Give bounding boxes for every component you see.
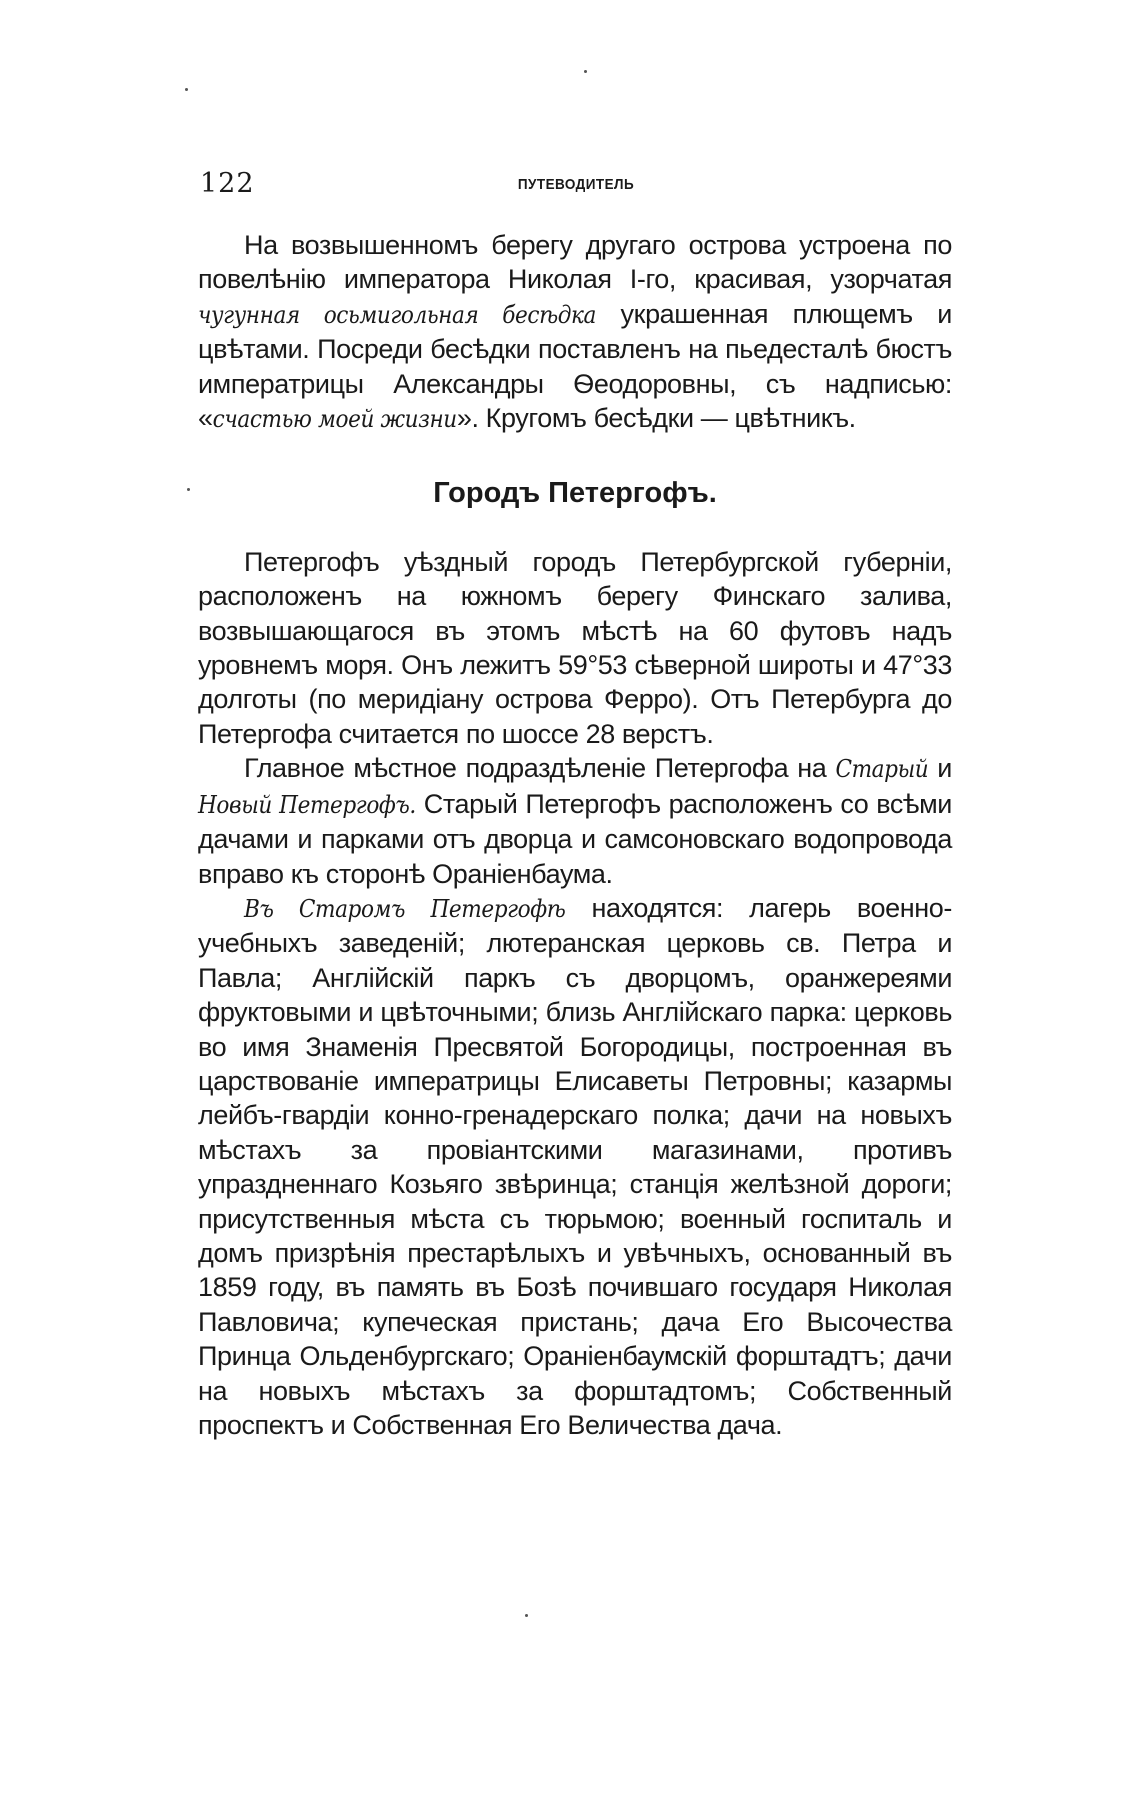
text-run: украшенная плющемъ и цвѣтами. Посреди бесѣдки поставленъ на пьедесталѣ бюстъ императрицы Александры Ѳеодоровны, съ надписью: « bbox=[198, 298, 952, 434]
paragraph-subdivision bbox=[198, 751, 952, 891]
text-run: Главное мѣстное подраздѣленіе Петергофа на bbox=[244, 753, 836, 784]
running-head bbox=[196, 168, 956, 208]
scan-speck bbox=[584, 70, 587, 73]
scan-speck bbox=[187, 488, 190, 491]
italic-run: счастью моей жизни bbox=[212, 405, 457, 434]
italic-run: чугунная осьмигольная бесѣдка bbox=[198, 300, 597, 329]
paragraph-pavilion bbox=[198, 228, 952, 436]
running-title: ПУТЕВОДИТЕЛЬ bbox=[517, 176, 635, 193]
paragraph-town-description: Петергофъ уѣздный городъ Петербургской губерніи, расположенъ на южномъ берегу Финскаго залива, возвышающагося въ этомъ мѣстѣ на 60 футовъ надъ уровнемъ моря. Онъ лежитъ 59°53 сѣверной широты и 47°33 долготы (по меридіану острова Ферро). Отъ Петербурга до Петергофа считается по шоссе 28 верстъ. bbox=[198, 546, 952, 749]
body-text bbox=[198, 228, 952, 1442]
text-run: Старый Петергофъ расположенъ со всѣми дачами и парками отъ дворца и самсоновскаго водопровода вправо къ сторонѣ Ораніенбаума. bbox=[198, 788, 952, 889]
page-number: 122 bbox=[200, 168, 255, 199]
italic-run: Старый bbox=[835, 755, 929, 784]
scan-speck bbox=[185, 88, 188, 91]
text-run: ». Кругомъ бесѣдки — цвѣтникъ. bbox=[456, 403, 856, 434]
text-run: На возвышенномъ берегу другаго острова устроена по повелѣнію императора Николая І-го, красивая, узорчатая bbox=[198, 230, 952, 295]
scan-speck bbox=[525, 1614, 528, 1617]
text-run: и bbox=[928, 753, 952, 784]
italic-run: Новый Петергофъ. bbox=[198, 790, 416, 819]
italic-run: Въ Старомъ Петергофѣ bbox=[244, 894, 566, 923]
text-run: находятся: лагерь военно-учебныхъ заведеній; лютеранская церковь св. Петра и Павла; Англійскій паркъ съ дворцомъ, оранжереями фруктовыми и цвѣточными; близь Англійскаго парка: церковь во имя Знаменія Пресвятой Богородицы, построенная въ царствованіе императрицы Елисаветы Петровны; казармы лейбъ-гвардіи конно-гренадерскаго полка; дачи на новыхъ мѣстахъ за провіантскими магазинами, противъ упраздненнаго Козьяго звѣринца; станція желѣзной дороги; присутственныя мѣста съ тюрьмою; военный госпиталь и домъ призрѣнія престарѣлыхъ и увѣчныхъ, основанный въ 1859 году, въ память въ Бозѣ почившаго государя Николая Павловича; купеческая пристань; дача Его Высочества Принца Ольденбургскаго; Ораніенбаумскій форштадтъ; дачи на новыхъ мѣстахъ за форштадтомъ; Собственный проспектъ и Собственная Его Величества дача. bbox=[198, 892, 952, 1440]
section-heading: Городъ Петергофъ. bbox=[433, 477, 717, 510]
paragraph-old-peterhof bbox=[198, 891, 952, 1443]
